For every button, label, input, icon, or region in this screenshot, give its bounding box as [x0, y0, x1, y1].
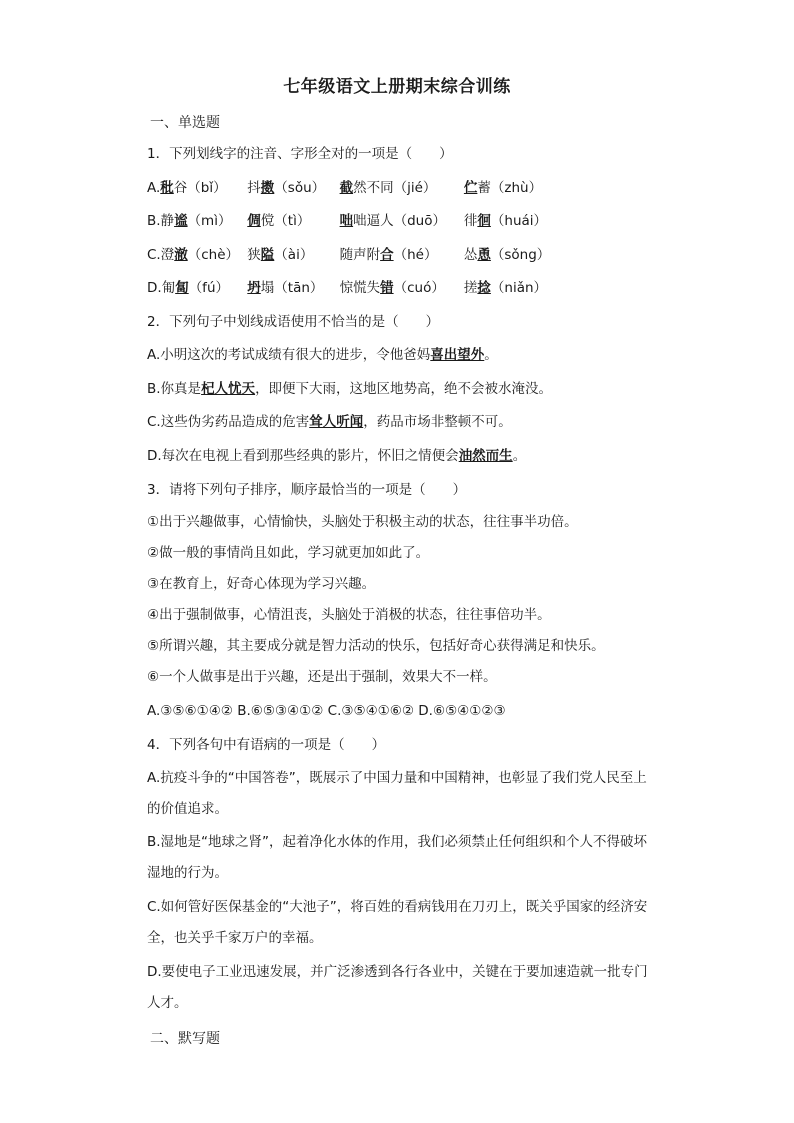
question-3-sentence-2: ②做一般的事情尚且如此，学习就更加如此了。	[147, 545, 430, 561]
question-3-stem: 3．请将下列句子排序，顺序最恰当的一项是（ ）	[147, 482, 467, 498]
question-4-option-d-line2: 人才。	[147, 995, 188, 1011]
question-3-sentence-3: ③在教育上，好奇心体现为学习兴趣。	[147, 576, 376, 592]
question-3-sentence-4: ④出于强制做事，心情沮丧，头脑处于消极的状态，往往事倍功半。	[147, 607, 551, 623]
question-4-option-c-line1: C.如何管好医保基金的“大池子”，将百姓的看病钱用在刀刃上，既关乎国家的经济安	[147, 899, 648, 915]
question-1-stem: 1．下列划线字的注音、字形全对的一项是（ ）	[147, 146, 453, 162]
question-4-option-a-line2: 的价值追求。	[147, 801, 228, 817]
question-3-sentence-5: ⑤所谓兴趣，其主要成分就是智力活动的快乐，包括好奇心获得满足和快乐。	[147, 638, 605, 654]
section-heading-dictation: 二、默写题	[150, 1031, 220, 1047]
question-4-option-b-line1: B.湿地是“地球之肾”，起着净化水体的作用，我们必须禁止任何组织和个人不得破坏	[147, 834, 648, 850]
question-2-stem: 2．下列句子中划线成语使用不恰当的是（ ）	[147, 314, 440, 330]
question-1-option-b: B.静谧（mì） 倜傥（tì） 咄咄逼人（duō） 徘徊（huái）	[147, 213, 548, 229]
question-4-option-b-line2: 湿地的行为。	[147, 865, 228, 881]
question-3-sentence-6: ⑥一个人做事是出于兴趣，还是出于强制，效果大不一样。	[147, 669, 497, 685]
section-heading-single-choice: 一、单选题	[150, 115, 220, 131]
question-1-option-d: D.匍匐（fú） 坍塌（tān） 惊慌失错（cuó） 搓捻（niǎn）	[147, 280, 548, 296]
question-4-option-a-line1: A.抗疫斗争的“中国答卷”，既展示了中国力量和中国精神，也彰显了我们党人民至上	[147, 770, 647, 786]
question-1-option-a: A.秕谷（bǐ） 抖擞（sǒu） 截然不同（jié） 伫蓄（zhù）	[147, 180, 543, 196]
question-1-option-c: C.澄澈（chè） 狭隘（ài） 随声附合（hé） 怂恿（sǒng）	[147, 247, 551, 263]
question-3-options: A.③⑤⑥①④② B.⑥⑤③④①② C.③⑤④①⑥② D.⑥⑤④①②③	[147, 703, 506, 719]
question-3-sentence-1: ①出于兴趣做事，心情愉快，头脑处于积极主动的状态，往往事半功倍。	[147, 514, 578, 530]
question-4-option-c-line2: 全，也关乎千家万户的幸福。	[147, 930, 323, 946]
question-2-option-a: A.小明这次的考试成绩有很大的进步，令他爸妈喜出望外。	[147, 347, 498, 363]
question-2-option-c: C.这些伪劣药品造成的危害耸人听闻，药品市场非整顿不可。	[147, 414, 512, 430]
page-title: 七年级语文上册期末综合训练	[283, 77, 511, 97]
question-2-option-d: D.每次在电视上看到那些经典的影片，怀旧之情便会油然而生。	[147, 448, 527, 464]
question-4-option-d-line1: D.要使电子工业迅速发展，并广泛渗透到各行各业中，关键在于要加速造就一批专门	[147, 964, 648, 980]
question-2-option-b: B.你真是杞人忧天，即便下大雨，这地区地势高，绝不会被水淹没。	[147, 381, 553, 397]
question-4-stem: 4．下列各句中有语病的一项是（ ）	[147, 737, 386, 753]
